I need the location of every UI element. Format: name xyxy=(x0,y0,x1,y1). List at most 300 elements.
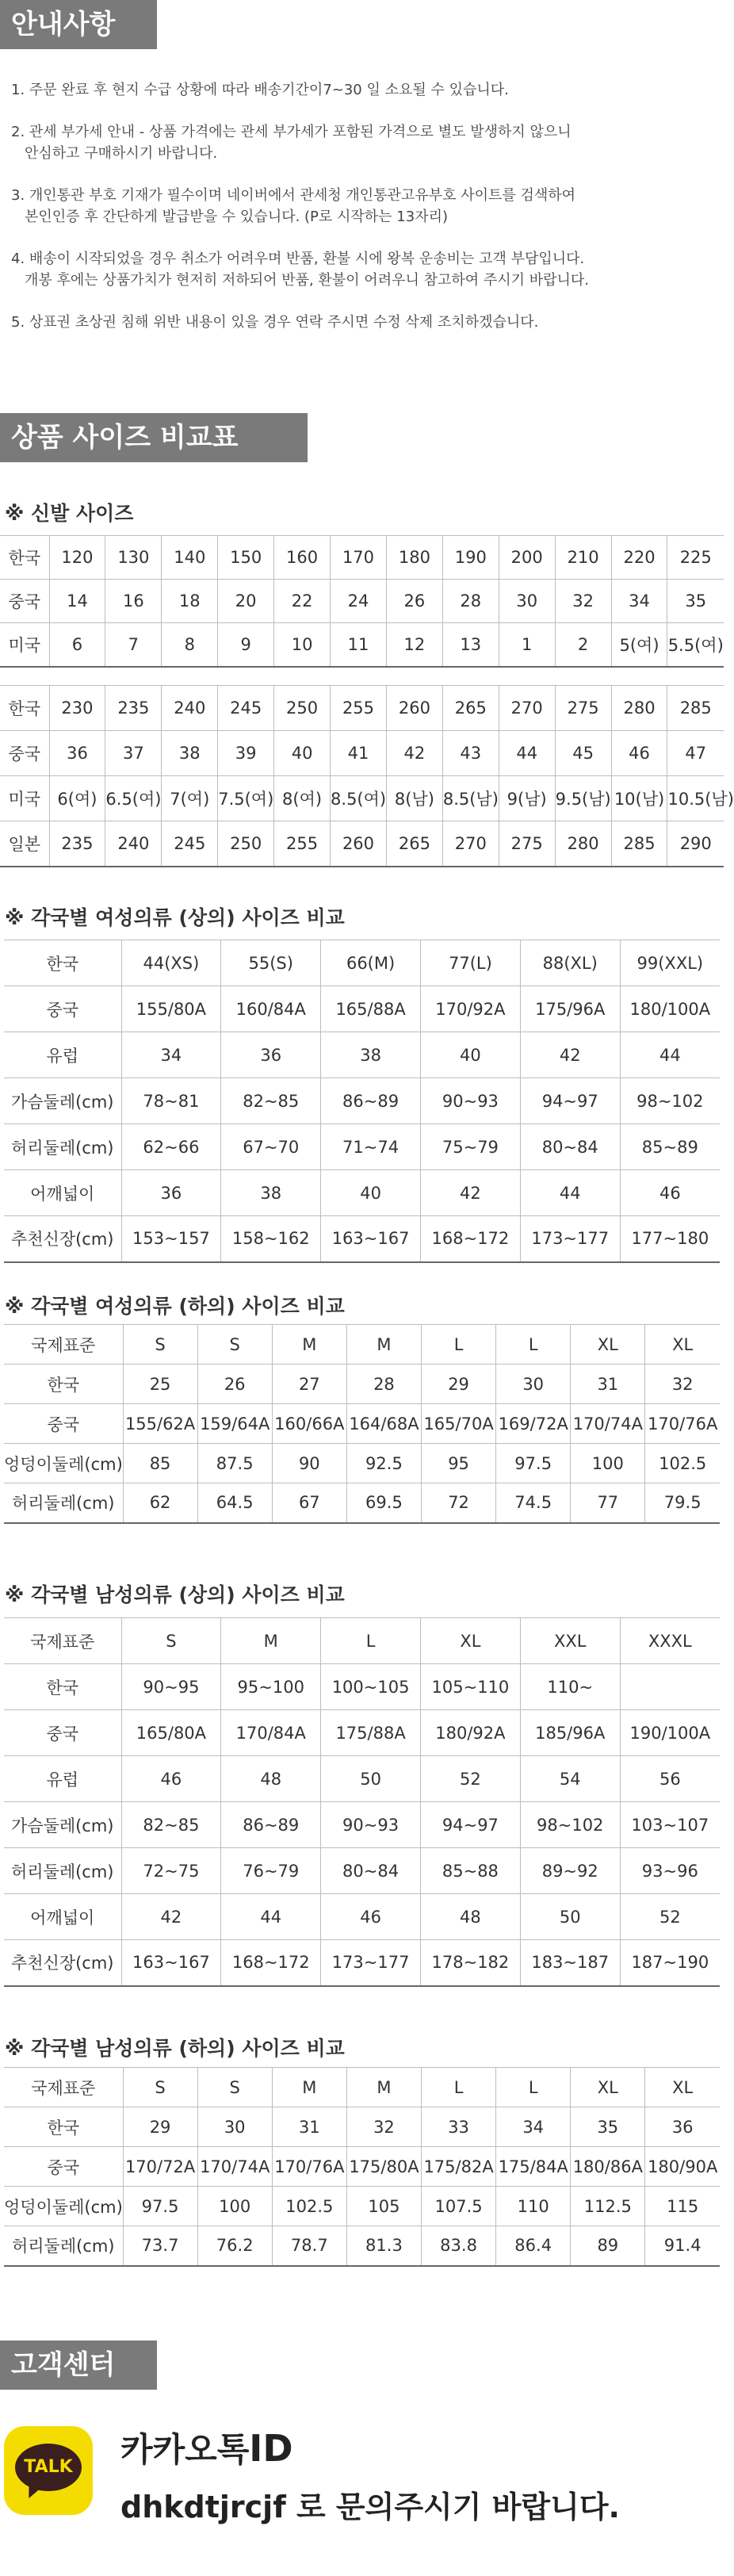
table-cell: 34 xyxy=(611,580,667,623)
table-cell: 86~89 xyxy=(321,1078,421,1124)
table-cell: 265 xyxy=(442,686,499,731)
row-header-cell: 허리둘레(cm) xyxy=(4,1483,123,1523)
table-cell: 45 xyxy=(555,731,611,776)
table-cell: 85~89 xyxy=(620,1124,720,1170)
table-cell: 94~97 xyxy=(520,1078,620,1124)
table-row xyxy=(0,776,724,821)
table-cell: 88(XL) xyxy=(520,940,620,986)
table-cell: 168~172 xyxy=(420,1216,520,1262)
table-cell: 26 xyxy=(197,1365,272,1404)
table-row xyxy=(4,1802,720,1848)
table-cell: 255 xyxy=(331,686,387,731)
row-header-cell: 중국 xyxy=(4,2147,123,2187)
table-cell: 210 xyxy=(555,536,611,580)
table-row xyxy=(0,536,724,580)
table-cell: 175/84A xyxy=(496,2147,571,2187)
women-top-size-table xyxy=(4,940,720,1263)
table-cell: 155/62A xyxy=(123,1404,197,1444)
table-cell: 225 xyxy=(667,536,724,580)
table-cell: 92.5 xyxy=(346,1444,421,1483)
table-cell: S xyxy=(121,1618,221,1664)
table-cell: M xyxy=(272,1325,346,1365)
table-cell: 120 xyxy=(49,536,105,580)
table-cell: 7(여) xyxy=(162,776,218,821)
kakaotalk-icon xyxy=(4,2426,93,2515)
table-cell: 35 xyxy=(667,580,724,623)
table-cell: 41 xyxy=(331,731,387,776)
table-cell: 240 xyxy=(105,821,162,867)
table-cell: 31 xyxy=(272,2107,346,2147)
table-cell: M xyxy=(346,2068,421,2107)
table-cell: 78.7 xyxy=(272,2226,346,2266)
table-cell: 90 xyxy=(272,1444,346,1483)
table-cell: 94~97 xyxy=(420,1802,520,1848)
table-cell: 76.2 xyxy=(197,2226,272,2266)
table-cell: L xyxy=(422,1325,496,1365)
table-cell: 180/92A xyxy=(420,1710,520,1756)
row-header-cell: 중국 xyxy=(0,731,49,776)
notice-header: 안내사항 xyxy=(0,0,157,49)
table-cell: 72~75 xyxy=(121,1848,221,1894)
table-cell: 240 xyxy=(162,686,218,731)
table-cell: 11 xyxy=(331,623,387,667)
table-cell: 39 xyxy=(218,731,274,776)
table-cell: 32 xyxy=(645,1365,720,1404)
table-cell: 170/76A xyxy=(645,1404,720,1444)
table-row xyxy=(4,986,720,1032)
table-cell: 83.8 xyxy=(422,2226,496,2266)
table-cell: XL xyxy=(420,1618,520,1664)
table-row xyxy=(4,2147,720,2187)
table-cell: 260 xyxy=(331,821,387,867)
table-cell: 230 xyxy=(49,686,105,731)
notice-item-2: 2. 관세 부가세 안내 - 상품 가격에는 관세 부가세가 포함된 가격으로 별도 발생하지 않으니 안심하고 구매하시기 바랍니다. xyxy=(11,124,572,162)
women-bottom-title: ※ 각국별 여성의류 (하의) 사이즈 비교 xyxy=(5,1295,345,1318)
kakaotalk-logo-text: TALK xyxy=(24,2457,73,2477)
shoes-size-table-1 xyxy=(0,535,724,668)
table-cell: 42 xyxy=(121,1894,221,1940)
table-row xyxy=(4,1756,720,1802)
men-top-title: ※ 각국별 남성의류 (상의) 사이즈 비교 xyxy=(5,1583,345,1606)
table-row xyxy=(4,1940,720,1986)
table-cell: 2 xyxy=(555,623,611,667)
table-cell: 30 xyxy=(197,2107,272,2147)
table-cell: 158~162 xyxy=(221,1216,321,1262)
size-compare-header: 상품 사이즈 비교표 xyxy=(0,413,308,462)
table-cell: 160 xyxy=(274,536,331,580)
table-cell: 90~93 xyxy=(321,1802,421,1848)
table-cell: 180/86A xyxy=(571,2147,645,2187)
table-cell: 48 xyxy=(221,1756,321,1802)
table-cell: 82~85 xyxy=(121,1802,221,1848)
row-header-cell: 추천신장(cm) xyxy=(4,1216,121,1262)
table-cell: 99(XXL) xyxy=(620,940,720,986)
table-cell: 86.4 xyxy=(496,2226,571,2266)
table-cell: 235 xyxy=(49,821,105,867)
table-cell: 80~84 xyxy=(520,1124,620,1170)
row-header-cell: 어깨넓이 xyxy=(4,1170,121,1216)
table-row xyxy=(4,2107,720,2147)
table-cell: 153~157 xyxy=(121,1216,221,1262)
table-cell: 10 xyxy=(274,623,331,667)
table-cell: 16 xyxy=(105,580,162,623)
table-cell: 290 xyxy=(667,821,724,867)
table-row xyxy=(0,821,724,867)
table-cell: 260 xyxy=(386,686,442,731)
table-cell: XL xyxy=(571,1325,645,1365)
table-cell: 32 xyxy=(346,2107,421,2147)
table-cell: 170/92A xyxy=(420,986,520,1032)
table-cell: 275 xyxy=(499,821,555,867)
table-cell: 50 xyxy=(321,1756,421,1802)
table-cell: 173~177 xyxy=(321,1940,421,1986)
row-header-cell: 추천신장(cm) xyxy=(4,1940,121,1986)
table-cell: 250 xyxy=(218,821,274,867)
table-cell: XL xyxy=(645,1325,720,1365)
table-cell: 77 xyxy=(571,1483,645,1523)
table-cell: 73.7 xyxy=(123,2226,197,2266)
table-cell: 50 xyxy=(520,1894,620,1940)
table-cell: 180/100A xyxy=(620,986,720,1032)
table-cell: 80~84 xyxy=(321,1848,421,1894)
table-cell: 10(남) xyxy=(611,776,667,821)
table-row xyxy=(0,580,724,623)
row-header-cell: 유럽 xyxy=(4,1756,121,1802)
table-cell: 86~89 xyxy=(221,1802,321,1848)
notice-item-4: 4. 배송이 시작되었을 경우 취소가 어려우며 반품, 환불 시에 왕복 운송비는 고객 부담입니다. 개봉 후에는 상품가치가 현저히 저하되어 반품, 환불이 어려우니 참고하여 주시기 바랍니다. xyxy=(11,251,590,289)
row-header-cell: 중국 xyxy=(0,580,49,623)
table-cell: 102.5 xyxy=(272,2187,346,2226)
table-cell: 155/80A xyxy=(121,986,221,1032)
table-cell: 42 xyxy=(520,1032,620,1078)
table-row xyxy=(4,1444,720,1483)
table-cell: 74.5 xyxy=(496,1483,571,1523)
table-cell: 36 xyxy=(645,2107,720,2147)
row-header-cell: 미국 xyxy=(0,776,49,821)
table-row xyxy=(4,1032,720,1078)
table-cell: 24 xyxy=(331,580,387,623)
table-cell: 275 xyxy=(555,686,611,731)
customer-center-header: 고객센터 xyxy=(0,2341,157,2390)
table-cell: 54 xyxy=(520,1756,620,1802)
notice-list xyxy=(11,79,709,333)
table-cell: 71~74 xyxy=(321,1124,421,1170)
contact-id[interactable]: dhkdtjrcjf xyxy=(120,2490,286,2524)
row-header-cell: 엉덩이둘레(cm) xyxy=(4,1444,123,1483)
table-cell: 183~187 xyxy=(520,1940,620,1986)
table-cell: 56 xyxy=(620,1756,720,1802)
table-cell: 38 xyxy=(321,1032,421,1078)
table-row xyxy=(0,623,724,667)
table-cell: 97.5 xyxy=(123,2187,197,2226)
table-cell: 245 xyxy=(162,821,218,867)
table-cell: 91.4 xyxy=(645,2226,720,2266)
table-cell: 33 xyxy=(422,2107,496,2147)
row-header-cell: 한국 xyxy=(4,1664,121,1710)
table-cell: 30 xyxy=(499,580,555,623)
table-cell: 85~88 xyxy=(420,1848,520,1894)
row-header-cell: 엉덩이둘레(cm) xyxy=(4,2187,123,2226)
table-cell: 42 xyxy=(386,731,442,776)
table-row xyxy=(4,1710,720,1756)
table-cell: 40 xyxy=(321,1170,421,1216)
table-cell: 67~70 xyxy=(221,1124,321,1170)
table-cell: L xyxy=(496,1325,571,1365)
table-cell: 46 xyxy=(121,1756,221,1802)
table-cell: 180/90A xyxy=(645,2147,720,2187)
row-header-cell: 중국 xyxy=(4,1710,121,1756)
table-cell: 67 xyxy=(272,1483,346,1523)
table-cell: 27 xyxy=(272,1365,346,1404)
table-cell: 66(M) xyxy=(321,940,421,986)
table-cell: 40 xyxy=(274,731,331,776)
table-cell: XL xyxy=(645,2068,720,2107)
table-cell: 6(여) xyxy=(49,776,105,821)
row-header-cell: 국제표준 xyxy=(4,1618,121,1664)
row-header-cell: 한국 xyxy=(4,940,121,986)
table-cell: 35 xyxy=(571,2107,645,2147)
table-cell: 46 xyxy=(321,1894,421,1940)
table-cell: 62 xyxy=(123,1483,197,1523)
table-cell: L xyxy=(422,2068,496,2107)
table-cell: 72 xyxy=(422,1483,496,1523)
table-cell: 250 xyxy=(274,686,331,731)
table-cell: 5(여) xyxy=(611,623,667,667)
table-cell: 93~96 xyxy=(620,1848,720,1894)
men-bottom-size-table xyxy=(4,2067,720,2267)
table-cell: 185/96A xyxy=(520,1710,620,1756)
table-cell: 165/88A xyxy=(321,986,421,1032)
table-cell: 7 xyxy=(105,623,162,667)
table-cell: 90~93 xyxy=(420,1078,520,1124)
table-cell: 265 xyxy=(386,821,442,867)
table-cell: 6 xyxy=(49,623,105,667)
table-cell: 55(S) xyxy=(221,940,321,986)
table-row xyxy=(4,1894,720,1940)
table-cell: 77(L) xyxy=(420,940,520,986)
table-cell: M xyxy=(221,1618,321,1664)
row-header-cell: 허리둘레(cm) xyxy=(4,1124,121,1170)
table-cell: 175/80A xyxy=(346,2147,421,2187)
table-cell: 85 xyxy=(123,1444,197,1483)
row-header-cell: 국제표준 xyxy=(4,2068,123,2107)
table-cell: 8.5(남) xyxy=(442,776,499,821)
table-cell: 170/74A xyxy=(197,2147,272,2187)
table-cell: 159/64A xyxy=(197,1404,272,1444)
table-cell: 173~177 xyxy=(520,1216,620,1262)
table-cell: 100 xyxy=(197,2187,272,2226)
table-cell: 10.5(남) xyxy=(667,776,724,821)
row-header-cell: 어깨넓이 xyxy=(4,1894,121,1940)
table-cell: 115 xyxy=(645,2187,720,2226)
table-cell: 64.5 xyxy=(197,1483,272,1523)
table-cell: L xyxy=(496,2068,571,2107)
table-cell: 47 xyxy=(667,731,724,776)
table-cell: 79.5 xyxy=(645,1483,720,1523)
table-cell: 285 xyxy=(667,686,724,731)
table-cell: S xyxy=(123,2068,197,2107)
table-cell: 8 xyxy=(162,623,218,667)
table-row xyxy=(4,1848,720,1894)
table-row xyxy=(4,1664,720,1710)
table-cell: 75~79 xyxy=(420,1124,520,1170)
table-cell: 98~102 xyxy=(620,1078,720,1124)
table-cell: 6.5(여) xyxy=(105,776,162,821)
row-header-cell: 허리둘레(cm) xyxy=(4,1848,121,1894)
table-row xyxy=(4,2226,720,2266)
table-cell: 107.5 xyxy=(422,2187,496,2226)
table-row xyxy=(4,1618,720,1664)
row-header-cell: 일본 xyxy=(0,821,49,867)
notice-item-3: 3. 개인통관 부호 기재가 필수이며 네이버에서 관세청 개인통관고유부호 사이트를 검색하여 본인인증 후 간단하게 발급받을 수 있습니다. (P로 시작하는 13자리) xyxy=(11,187,576,225)
table-cell: S xyxy=(123,1325,197,1365)
table-row xyxy=(0,731,724,776)
table-cell: 140 xyxy=(162,536,218,580)
men-bottom-title: ※ 각국별 남성의류 (하의) 사이즈 비교 xyxy=(5,2037,345,2060)
table-cell: 42 xyxy=(420,1170,520,1216)
table-cell: 103~107 xyxy=(620,1802,720,1848)
table-cell: 163~167 xyxy=(321,1216,421,1262)
shoes-size-table-2 xyxy=(0,685,734,867)
table-cell: 8(여) xyxy=(274,776,331,821)
table-cell: XXXL xyxy=(620,1618,720,1664)
table-cell: 285 xyxy=(611,821,667,867)
table-cell: 30 xyxy=(496,1365,571,1404)
table-cell: 44 xyxy=(520,1170,620,1216)
table-cell: 164/68A xyxy=(346,1404,421,1444)
table-row xyxy=(4,1365,720,1404)
table-row xyxy=(4,940,720,986)
table-cell: 190 xyxy=(442,536,499,580)
table-cell: 25 xyxy=(123,1365,197,1404)
men-top-size-table xyxy=(4,1617,720,1987)
table-row xyxy=(4,1124,720,1170)
table-cell: 175/88A xyxy=(321,1710,421,1756)
table-cell: M xyxy=(346,1325,421,1365)
table-row xyxy=(4,1404,720,1444)
kakao-id-label xyxy=(120,2424,293,2471)
table-cell: 130 xyxy=(105,536,162,580)
table-cell: 9(남) xyxy=(499,776,555,821)
table-cell: 100~105 xyxy=(321,1664,421,1710)
table-cell: 52 xyxy=(420,1756,520,1802)
table-cell: 26 xyxy=(386,580,442,623)
table-cell: 102.5 xyxy=(645,1444,720,1483)
table-cell: 165/80A xyxy=(121,1710,221,1756)
table-row xyxy=(4,1483,720,1523)
women-bottom-size-table xyxy=(4,1324,720,1524)
table-cell: 44(XS) xyxy=(121,940,221,986)
table-cell: 95~100 xyxy=(221,1664,321,1710)
table-cell: 170/84A xyxy=(221,1710,321,1756)
table-cell: 245 xyxy=(218,686,274,731)
table-cell: 270 xyxy=(499,686,555,731)
table-cell: 18 xyxy=(162,580,218,623)
table-cell: 36 xyxy=(121,1170,221,1216)
row-header-cell: 한국 xyxy=(0,536,49,580)
table-cell: 150 xyxy=(218,536,274,580)
table-cell: 110~ xyxy=(520,1664,620,1710)
table-cell: M xyxy=(272,2068,346,2107)
table-cell: 190/100A xyxy=(620,1710,720,1756)
table-cell: 12 xyxy=(386,623,442,667)
table-row xyxy=(4,1078,720,1124)
table-cell: 31 xyxy=(571,1365,645,1404)
table-cell: 81.3 xyxy=(346,2226,421,2266)
table-cell: 98~102 xyxy=(520,1802,620,1848)
table-cell: 177~180 xyxy=(620,1216,720,1262)
kakao-label: 카카오톡 xyxy=(120,2430,250,2469)
table-cell: 270 xyxy=(442,821,499,867)
table-row xyxy=(4,2068,720,2107)
row-header-cell: 한국 xyxy=(0,686,49,731)
table-cell: 7.5(여) xyxy=(218,776,274,821)
table-cell: 235 xyxy=(105,686,162,731)
table-cell: 95 xyxy=(422,1444,496,1483)
table-cell: 170 xyxy=(331,536,387,580)
table-cell: 89 xyxy=(571,2226,645,2266)
row-header-cell: 중국 xyxy=(4,986,121,1032)
row-header-cell: 중국 xyxy=(4,1404,123,1444)
table-cell: 14 xyxy=(49,580,105,623)
table-cell: 170/76A xyxy=(272,2147,346,2187)
table-cell: 163~167 xyxy=(121,1940,221,1986)
table-cell: 1 xyxy=(499,623,555,667)
table-cell: 105 xyxy=(346,2187,421,2226)
table-cell: 13 xyxy=(442,623,499,667)
row-header-cell: 한국 xyxy=(4,2107,123,2147)
table-cell: 9.5(남) xyxy=(555,776,611,821)
table-cell: 62~66 xyxy=(121,1124,221,1170)
table-cell: XL xyxy=(571,2068,645,2107)
table-cell: S xyxy=(197,2068,272,2107)
table-cell: 170/72A xyxy=(123,2147,197,2187)
table-cell: 40 xyxy=(420,1032,520,1078)
table-cell: 28 xyxy=(346,1365,421,1404)
table-cell: 44 xyxy=(620,1032,720,1078)
table-cell: 36 xyxy=(221,1032,321,1078)
table-cell: S xyxy=(197,1325,272,1365)
contact-suffix: 로 문의주시기 바랍니다. xyxy=(296,2490,620,2524)
table-cell: 82~85 xyxy=(221,1078,321,1124)
table-cell: 29 xyxy=(123,2107,197,2147)
table-cell: 20 xyxy=(218,580,274,623)
table-cell: 36 xyxy=(49,731,105,776)
table-cell: 165/70A xyxy=(422,1404,496,1444)
table-cell: 38 xyxy=(162,731,218,776)
table-cell: 178~182 xyxy=(420,1940,520,1986)
table-cell: 76~79 xyxy=(221,1848,321,1894)
table-cell: 48 xyxy=(420,1894,520,1940)
table-cell: 160/84A xyxy=(221,986,321,1032)
table-cell: 5.5(여) xyxy=(667,623,724,667)
table-cell: 32 xyxy=(555,580,611,623)
table-row xyxy=(4,1170,720,1216)
women-top-title: ※ 각국별 여성의류 (상의) 사이즈 비교 xyxy=(5,906,345,929)
table-cell: 46 xyxy=(611,731,667,776)
table-cell: 34 xyxy=(496,2107,571,2147)
table-cell: 169/72A xyxy=(496,1404,571,1444)
table-cell: 105~110 xyxy=(420,1664,520,1710)
table-cell: 200 xyxy=(499,536,555,580)
table-cell: 187~190 xyxy=(620,1940,720,1986)
table-cell xyxy=(620,1664,720,1710)
contact-line xyxy=(120,2482,620,2526)
table-cell: 112.5 xyxy=(571,2187,645,2226)
table-row xyxy=(0,686,724,731)
table-cell: 8(남) xyxy=(386,776,442,821)
table-row xyxy=(4,1216,720,1262)
